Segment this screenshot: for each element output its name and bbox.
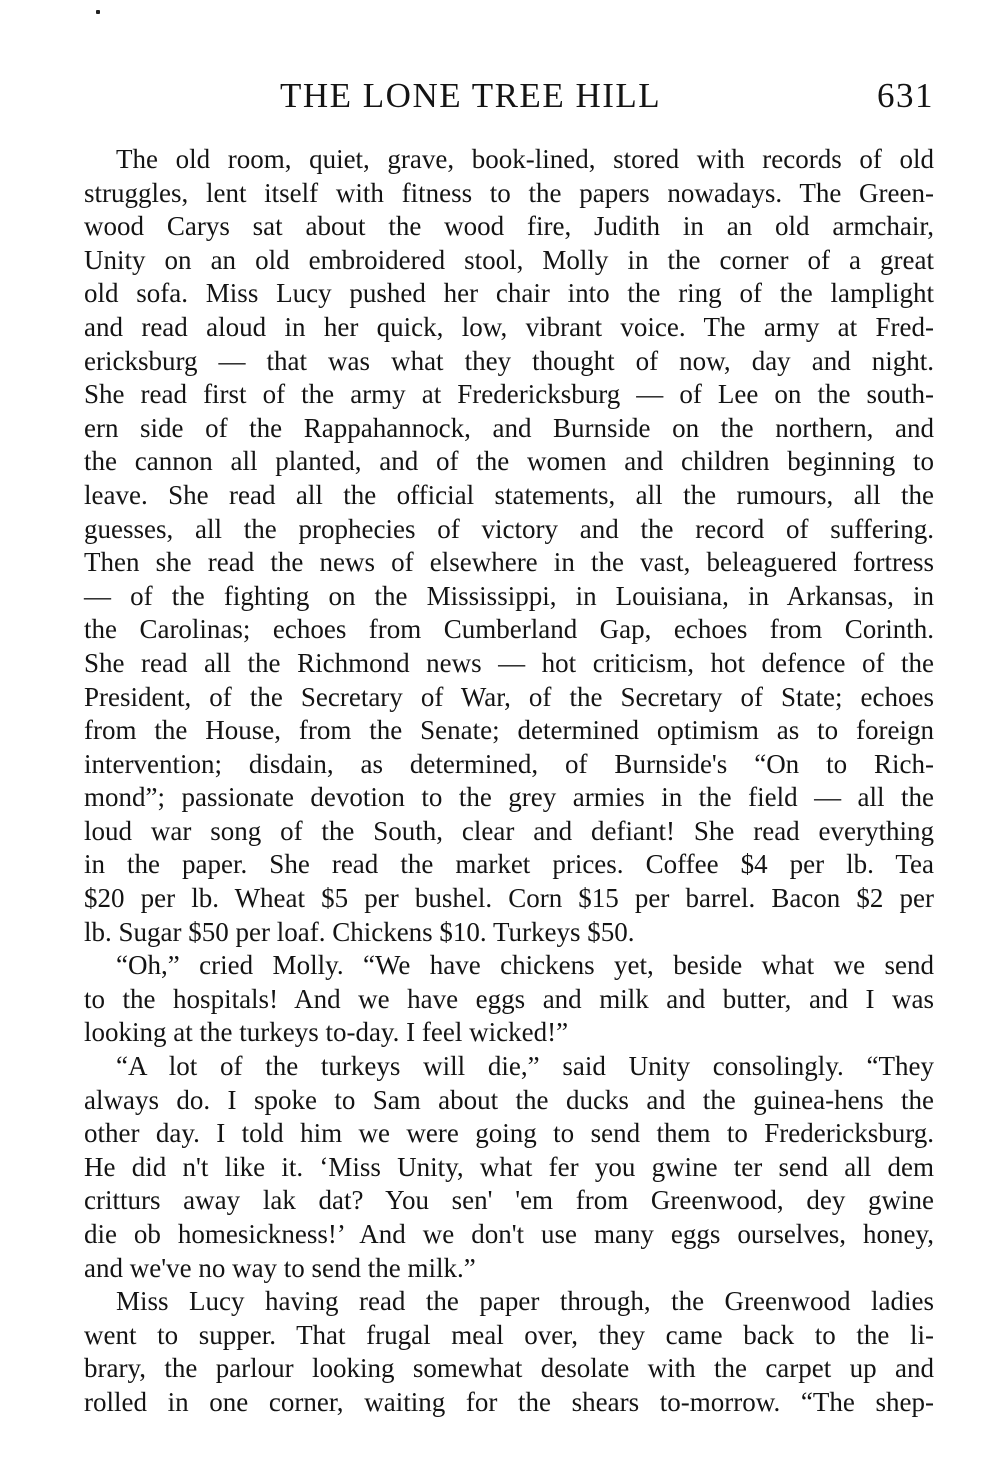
text-line: ericksburg — that was what they thought of now, day and night. bbox=[84, 345, 934, 376]
page-number: 631 bbox=[877, 76, 934, 115]
text-line: rolled in one corner, waiting for the shears to-morrow. “The shep- bbox=[84, 1386, 934, 1417]
text-line: the Carolinas; echoes from Cumberland Gap, echoes from Corinth. bbox=[84, 614, 934, 645]
text-line: and we've no way to send the milk.” bbox=[84, 1252, 476, 1283]
text-line: in the paper. She read the market prices. Coffee $4 per lb. Tea bbox=[84, 849, 934, 880]
text-line: “Oh,” cried Molly. “We have chickens yet, beside what we send bbox=[116, 950, 934, 981]
text-line: went to supper. That frugal meal over, they came back to the li- bbox=[84, 1319, 934, 1350]
text-line: brary, the parlour looking somewhat desolate with the carpet up and bbox=[84, 1353, 934, 1384]
text-line: “A lot of the turkeys will die,” said Unity consolingly. “They bbox=[116, 1051, 934, 1082]
text-line: intervention; disdain, as determined, of Burnside's “On to Rich- bbox=[84, 748, 934, 779]
text-line: other day. I told him we were going to send them to Fredericksburg. bbox=[84, 1118, 934, 1149]
text-line: He did n't like it. ‘Miss Unity, what fer you gwine ter send all dem bbox=[84, 1151, 934, 1182]
text-line: Then she read the news of elsewhere in the vast, beleaguered fortress bbox=[84, 547, 934, 578]
text-line: always do. I spoke to Sam about the ducks and the guinea-hens the bbox=[84, 1084, 934, 1115]
text-line: the cannon all planted, and of the women and children beginning to bbox=[84, 446, 934, 477]
text-line: $20 per lb. Wheat $5 per bushel. Corn $15 per barrel. Bacon $2 per bbox=[84, 883, 934, 914]
text-line: old sofa. Miss Lucy pushed her chair into the ring of the lamplight bbox=[84, 278, 934, 309]
stray-ink-mark bbox=[96, 10, 100, 14]
text-line: struggles, lent itself with fitness to the papers nowadays. The Green- bbox=[84, 177, 934, 208]
text-line: wood Carys sat about the wood fire, Judith in an old armchair, bbox=[84, 211, 934, 242]
text-line: guesses, all the prophecies of victory and the record of suffering. bbox=[84, 513, 934, 544]
text-line: She read all the Richmond news — hot criticism, hot defence of the bbox=[84, 647, 934, 678]
text-line: ern side of the Rappahannock, and Burnside on the northern, and bbox=[84, 412, 934, 443]
text-line: looking at the turkeys to-day. I feel wicked!” bbox=[84, 1017, 569, 1048]
text-line: The old room, quiet, grave, book-lined, stored with records of old bbox=[116, 144, 934, 174]
text-line: critturs away lak dat? You sen' 'em from Greenwood, dey gwine bbox=[84, 1185, 934, 1216]
text-line: loud war song of the South, clear and defiant! She read everything bbox=[84, 815, 934, 846]
text-line: Miss Lucy having read the paper through, the Greenwood ladies bbox=[116, 1286, 934, 1317]
text-line: — of the fighting on the Mississippi, in Louisiana, in Arkansas, in bbox=[84, 580, 934, 611]
text-line: die ob homesickness!’ And we don't use many eggs ourselves, honey, bbox=[84, 1219, 934, 1249]
body-text bbox=[84, 143, 934, 1420]
text-line: from the House, from the Senate; determined optimism as to foreign bbox=[84, 715, 934, 746]
text-line: lb. Sugar $50 per loaf. Chickens $10. Turkeys $50. bbox=[84, 916, 635, 947]
text-line: Unity on an old embroidered stool, Molly in the corner of a great bbox=[84, 244, 934, 275]
text-line: leave. She read all the official statements, all the rumours, all the bbox=[84, 479, 934, 510]
text-line: She read first of the army at Fredericksburg — of Lee on the south- bbox=[84, 379, 934, 410]
text-line: to the hospitals! And we have eggs and milk and butter, and I was bbox=[84, 983, 934, 1014]
text-line: and read aloud in her quick, low, vibrant voice. The army at Fred- bbox=[84, 311, 934, 342]
text-line: President, of the Secretary of War, of the Secretary of State; echoes bbox=[84, 681, 934, 712]
running-header bbox=[84, 76, 934, 124]
text-line: mond”; passionate devotion to the grey armies in the field — all the bbox=[84, 782, 934, 813]
running-title: THE LONE TREE HILL bbox=[280, 76, 662, 115]
